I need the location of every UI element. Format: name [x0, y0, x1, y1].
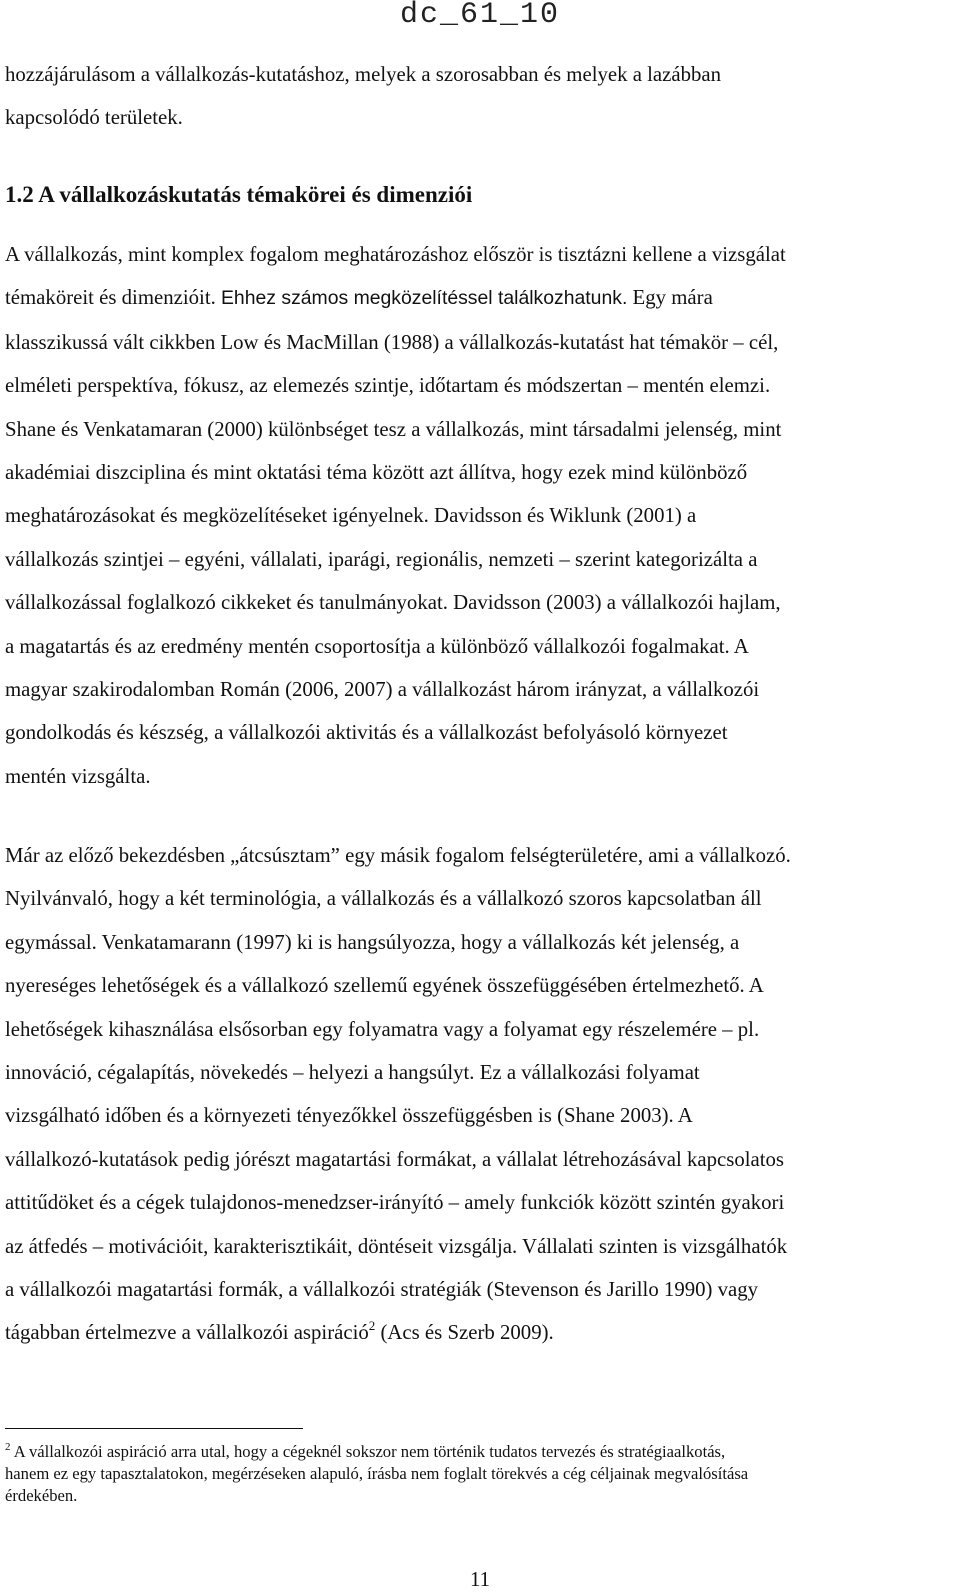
text-line: kapcsolódó területek.: [5, 106, 183, 130]
text-line: Nyilvánvaló, hogy a két terminológia, a vállalkozás és a vállalkozó szoros kapcsolatban áll: [5, 887, 762, 911]
text-line: vállalkozás szintjei – egyéni, vállalati, iparági, regionális, nemzeti – szerint kategorizálta a: [5, 547, 758, 571]
text-line: klasszikussá vált cikkben Low és MacMillan (1988) a vállalkozás-kutatást hat témakör – cél,: [5, 330, 779, 354]
text-line: [5, 276, 945, 320]
text-line: Shane és Venkatamaran (2000) különbséget tesz a vállalkozás, mint társadalmi jelenség, mint: [5, 417, 782, 441]
text-line: egymással. Venkatamarann (1997) ki is hangsúlyozza, hogy a vállalkozás két jelenség, a: [5, 930, 740, 954]
footnote-reference: 2: [368, 1318, 376, 1334]
text-line: magyar szakirodalomban Román (2006, 2007) a vállalkozást három irányzat, a vállalkozói: [5, 678, 760, 702]
footnote-line: érdekében.: [5, 1486, 78, 1505]
document-code-header: dc_61_10: [399, 0, 561, 32]
sans-serif-fragment: Ehhez számos megközelítéssel találkozhatunk.: [221, 287, 628, 310]
footnote-line: hanem ez egy tapasztalatokon, megérzéseken alapuló, írásba nem foglalt törekvés a cég céljainak megvalósítása: [5, 1464, 749, 1483]
text-line: a vállalkozói magatartási formák, a vállalkozói stratégiák (Stevenson és Jarillo 1990) vagy: [5, 1278, 759, 1302]
footnote-marker: 2: [5, 1441, 11, 1453]
intro-paragraph: [5, 53, 945, 140]
text-fragment: tágabban értelmezve a vállalkozói aspiráció: [5, 1321, 369, 1345]
footnote-line: [5, 1441, 945, 1463]
text-line: Már az előző bekezdésben „átcsúsztam” egy másik fogalom felségterületére, ami a vállalkozó.: [5, 844, 791, 867]
text-line: az átfedés – motivációit, karakterisztikáit, döntéseit vizsgálja. Vállalati szinten is vizsgálhatók: [5, 1234, 788, 1258]
footnote: [5, 1441, 945, 1507]
paragraph-1: [5, 233, 945, 798]
text-line: innováció, cégalapítás, növekedés – helyezi a hangsúlyt. Ez a vállalkozási folyamat: [5, 1061, 700, 1085]
text-line: A vállalkozás, mint komplex fogalom meghatározáshoz először is tisztázni kellene a vizsgálat: [5, 243, 786, 266]
text-line: vizsgálható időben és a környezeti tényezőkkel összefüggésben is (Shane 2003). A: [5, 1104, 693, 1128]
text-fragment: témaköreit és dimenzióit.: [5, 286, 221, 310]
text-line: vállalkozó-kutatások pedig jórészt magatartási formákat, a vállalat létrehozásával kapcsolatos: [5, 1147, 784, 1171]
text-line: elméleti perspektíva, fókusz, az elemezés szintje, időtartam és módszertan – mentén elemzi.: [5, 374, 771, 398]
text-fragment: (Acs és Szerb 2009).: [375, 1321, 554, 1345]
text-line: a magatartás és az eredmény mentén csoportosítja a különböző vállalkozói fogalmakat. A: [5, 634, 749, 658]
text-line: akadémiai diszciplina és mint oktatási téma között azt állítva, hogy ezek mind különböző: [5, 461, 748, 485]
paragraph-2: [5, 834, 945, 1355]
text-line: nyereséges lehetőségek és a vállalkozó szellemű egyének összefüggésében értelmezhető. A: [5, 974, 764, 998]
footnote-text: A vállalkozói aspiráció arra utal, hogy a cégeknél sokszor nem történik tudatos tervezés és stratégiaalkotás,: [10, 1442, 726, 1461]
text-line: lehetőségek kihasználása elsősorban egy folyamatra vagy a folyamat egy részelemére – pl.: [5, 1017, 760, 1041]
footnote-separator: [5, 1428, 303, 1429]
text-line: meghatározásokat és megközelítéseket igényelnek. Davidsson és Wiklunk (2001) a: [5, 504, 697, 528]
text-line: vállalkozással foglalkozó cikkeket és tanulmányokat. Davidsson (2003) a vállalkozói hajlam,: [5, 591, 781, 615]
text-line: attitűdöket és a cégek tulajdonos-menedzser-irányító – amely funkciók között szintén gyakori: [5, 1191, 785, 1215]
text-line: gondolkodás és készség, a vállalkozói aktivitás és a vállalkozást befolyásoló környezet: [5, 721, 728, 745]
section-heading: 1.2 A vállalkozáskutatás témakörei és dimenziói: [5, 182, 473, 207]
text-line: [5, 1311, 945, 1354]
text-line: hozzájárulásom a vállalkozás-kutatáshoz, melyek a szorosabban és melyek a lazábban: [5, 63, 722, 86]
page-number: 11: [469, 1568, 491, 1591]
text-fragment: Egy mára: [627, 286, 713, 310]
text-line: mentén vizsgálta.: [5, 764, 151, 788]
